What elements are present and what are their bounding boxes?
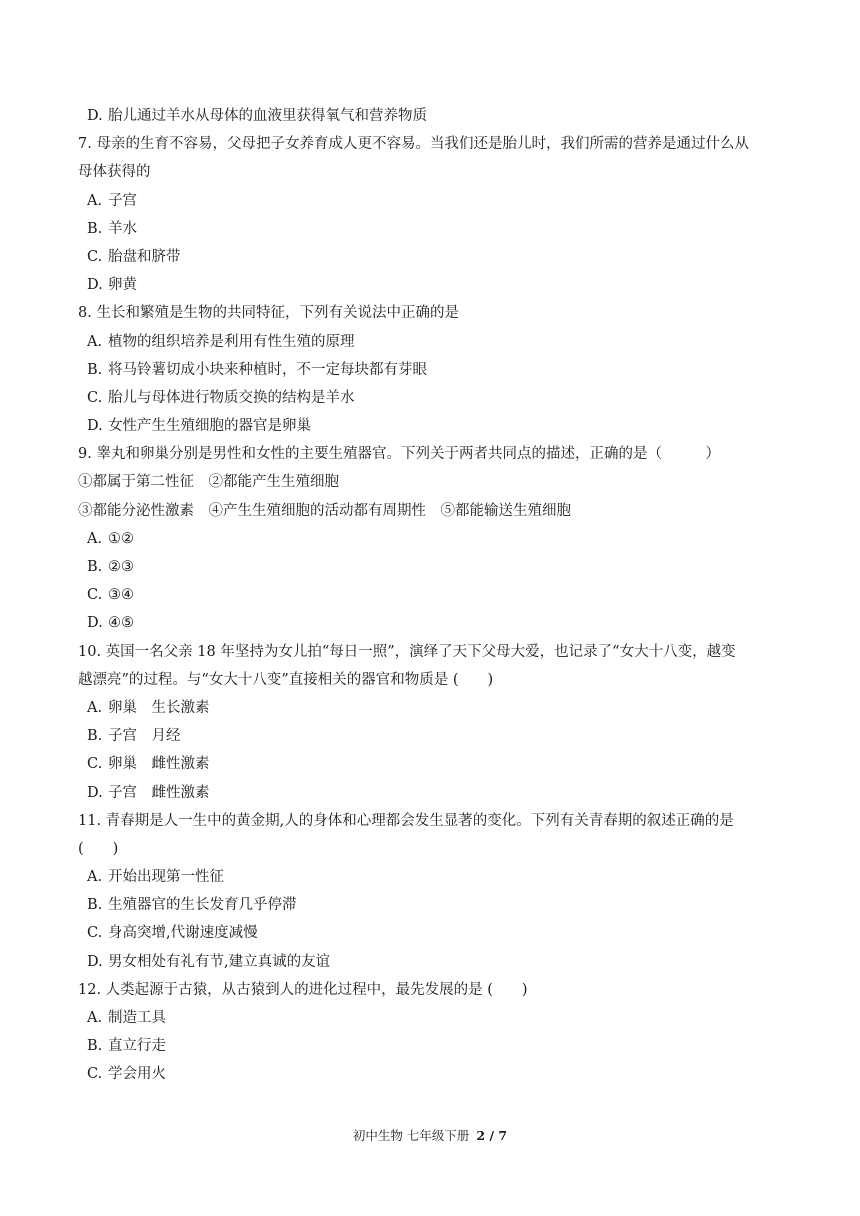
option-label: C. bbox=[87, 248, 103, 265]
q7-option-a bbox=[78, 187, 790, 215]
q10-option-b bbox=[78, 722, 790, 750]
q10-option-a bbox=[78, 694, 790, 722]
option-text: 直立行走 bbox=[108, 1038, 166, 1055]
option-text: 学会用火 bbox=[108, 1066, 166, 1083]
q9-statements-line-1: ①都属于第二性征 ②都能产生生殖细胞 bbox=[78, 474, 339, 491]
option-text: 卵巢 雌性激素 bbox=[108, 756, 210, 773]
option-label: D. bbox=[87, 418, 103, 435]
q10-stem-line-2: 越漂亮”的过程。与“女大十八变”直接相关的器官和物质是 ( ) bbox=[78, 671, 494, 688]
option-label: A. bbox=[87, 699, 103, 716]
q9-statements-line-2: ③都能分泌性激素 ④产生生殖细胞的活动都有周期性 ⑤都能输送生殖细胞 bbox=[78, 502, 571, 519]
option-text: 身高突增,代谢速度减慢 bbox=[108, 925, 258, 942]
option-text: 生殖器官的生长发育几乎停滞 bbox=[108, 897, 297, 914]
q12-option-a bbox=[78, 1004, 790, 1032]
q10-option-c bbox=[78, 750, 790, 778]
option-text: 将马铃薯切成小块来种植时，不一定每块都有芽眼 bbox=[108, 361, 427, 378]
option-text: 女性产生生殖细胞的器官是卵巢 bbox=[108, 418, 311, 435]
q12-stem: 12. 人类起源于古猿，从古猿到人的进化过程中，最先发展的是 ( ) bbox=[78, 981, 528, 998]
q7-option-b bbox=[78, 215, 790, 243]
q6-option-d bbox=[78, 102, 790, 130]
option-label: B. bbox=[87, 728, 103, 745]
option-label: B. bbox=[87, 220, 103, 237]
option-label: A. bbox=[87, 869, 103, 886]
option-text: 子宫 bbox=[108, 192, 137, 209]
page-number: 2 / 7 bbox=[476, 1128, 508, 1143]
q9-option-d bbox=[78, 609, 790, 637]
option-text: 开始出现第一性征 bbox=[108, 869, 224, 886]
q7-stem-line-1: 7. 母亲的生育不容易，父母把子女养育成人更不容易。当我们还是胎儿时，我们所需的营养是通过什么从 bbox=[78, 136, 749, 153]
option-label: C. bbox=[87, 925, 103, 942]
option-label: A. bbox=[87, 530, 103, 547]
option-text: 卵巢 生长激素 bbox=[108, 699, 210, 716]
option-label: D. bbox=[87, 277, 103, 294]
q8-option-c bbox=[78, 384, 790, 412]
option-text: 胎儿通过羊水从母体的血液里获得氧气和营养物质 bbox=[108, 108, 427, 124]
option-label: B. bbox=[87, 559, 103, 575]
q9-stem-line-1: 9. 睾丸和卵巢分别是男性和女性的主要生殖器官。下列关于两者共同点的描述，正确的是（ ） bbox=[78, 446, 720, 463]
option-label: A. bbox=[87, 192, 103, 209]
q7-stem-line-2: 母体获得的 bbox=[78, 164, 151, 181]
q9-option-c bbox=[78, 581, 790, 609]
option-text: 胎儿与母体进行物质交换的结构是羊水 bbox=[108, 389, 355, 406]
option-text: 羊水 bbox=[108, 220, 137, 237]
option-text: 卵黄 bbox=[108, 277, 137, 294]
q8-option-a bbox=[78, 328, 790, 356]
option-label: D. bbox=[87, 615, 103, 632]
footer-title: 初中生物 七年级下册 bbox=[352, 1128, 470, 1143]
option-label: D. bbox=[87, 784, 103, 801]
option-label: A. bbox=[87, 333, 103, 350]
option-text: ③④ bbox=[108, 587, 134, 604]
q11-option-d bbox=[78, 948, 790, 976]
q11-option-c bbox=[78, 919, 790, 947]
option-label: C. bbox=[87, 587, 103, 604]
q7-option-d bbox=[78, 271, 790, 299]
option-text: ①② bbox=[108, 530, 134, 547]
option-label: A. bbox=[87, 1010, 103, 1026]
option-text: ②③ bbox=[108, 559, 134, 575]
option-label: C. bbox=[87, 1066, 103, 1083]
q10-option-d bbox=[78, 779, 790, 807]
page-content bbox=[78, 102, 790, 1089]
q8-option-d bbox=[78, 412, 790, 440]
q11-option-a bbox=[78, 863, 790, 891]
option-label: B. bbox=[87, 1038, 103, 1055]
option-text: ④⑤ bbox=[108, 615, 134, 632]
option-text: 男女相处有礼有节,建立真诚的友谊 bbox=[108, 953, 331, 970]
option-text: 胎盘和脐带 bbox=[108, 248, 181, 265]
q11-option-b bbox=[78, 891, 790, 919]
option-text: 植物的组织培养是利用有性生殖的原理 bbox=[108, 333, 355, 350]
q12-option-b bbox=[78, 1032, 790, 1060]
q9-option-b bbox=[78, 553, 790, 581]
option-label: C. bbox=[87, 389, 103, 406]
option-label: B. bbox=[87, 361, 103, 378]
q7-option-c bbox=[78, 243, 790, 271]
option-label: D. bbox=[87, 953, 103, 970]
q10-stem-line-1: 10. 英国一名父亲 18 年坚持为女儿拍“每日一照”，演绎了天下父母大爱，也记录了“女大十八变，越变 bbox=[78, 643, 736, 660]
option-text: 子宫 雌性激素 bbox=[108, 784, 210, 801]
option-label: B. bbox=[87, 897, 103, 914]
option-text: 子宫 月经 bbox=[108, 728, 181, 745]
q11-stem-line-1: 11. 青春期是人一生中的黄金期,人的身体和心理都会发生显著的变化。下列有关青春期的叙述正确的是 bbox=[78, 812, 734, 829]
q11-stem-line-2: ( ) bbox=[78, 840, 119, 857]
option-label: C. bbox=[87, 756, 103, 773]
q8-stem: 8. 生长和繁殖是生物的共同特征，下列有关说法中正确的是 bbox=[78, 305, 459, 322]
option-label: D. bbox=[87, 108, 103, 124]
q8-option-b bbox=[78, 356, 790, 384]
q12-option-c bbox=[78, 1060, 790, 1088]
page-footer bbox=[0, 1126, 860, 1144]
option-text: 制造工具 bbox=[108, 1010, 166, 1026]
q9-option-a bbox=[78, 525, 790, 553]
